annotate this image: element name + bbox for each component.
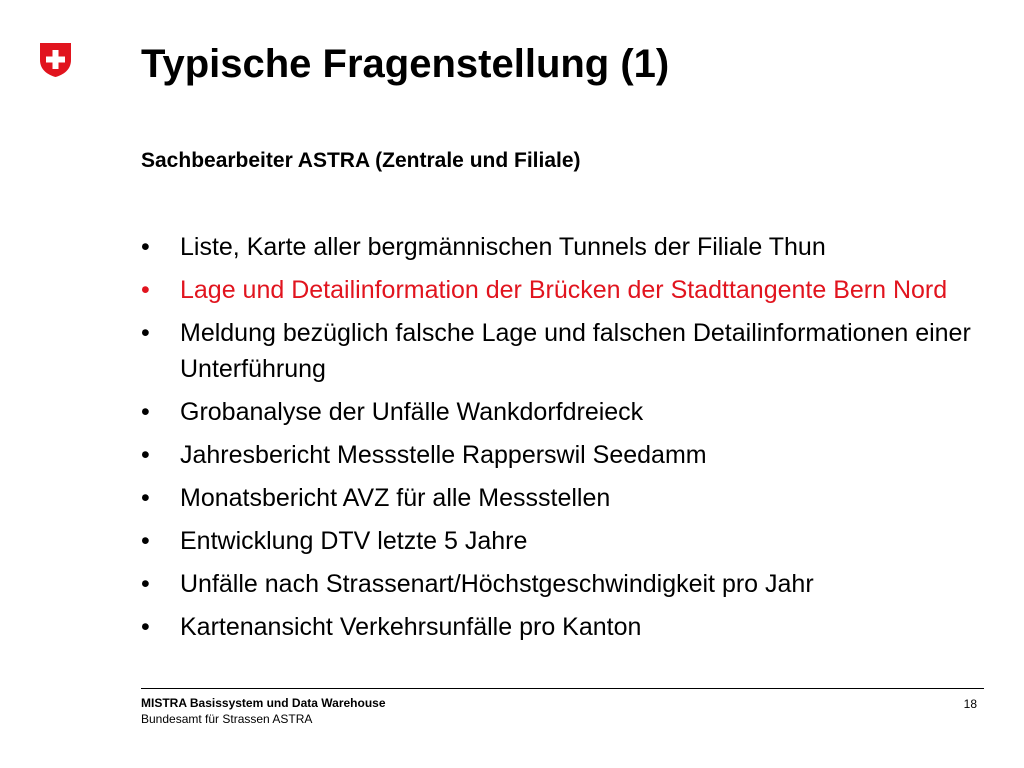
bullet-icon: • (141, 319, 150, 347)
list-item-text: Unfälle nach Strassenart/Höchstgeschwindigkeit pro Jahr (180, 570, 814, 598)
list-item (141, 315, 981, 387)
list-item-text: Lage und Detailinformation der Brücken der Stadttangente Bern Nord (180, 276, 948, 304)
list-item (141, 272, 981, 308)
list-item-text: Kartenansicht Verkehrsunfälle pro Kanton (180, 613, 642, 641)
page-number: 18 (963, 697, 977, 711)
list-item-text: Liste, Karte aller bergmännischen Tunnels der Filiale Thun (180, 233, 826, 261)
list-item (141, 566, 981, 602)
bullet-icon: • (141, 484, 150, 512)
bullet-list (141, 229, 981, 652)
footer-divider (141, 688, 984, 689)
list-item-text: Entwicklung DTV letzte 5 Jahre (180, 527, 528, 555)
bullet-icon: • (141, 570, 150, 598)
bullet-icon: • (141, 398, 150, 426)
list-item-text: Grobanalyse der Unfälle Wankdorfdreieck (180, 398, 644, 426)
slide-title: Typische Fragenstellung (1) (141, 42, 670, 86)
list-item (141, 229, 981, 265)
swiss-cross-shield-icon (40, 43, 71, 77)
list-item (141, 609, 981, 645)
list-item-text: Monatsbericht AVZ für alle Messstellen (180, 484, 611, 512)
list-item (141, 437, 981, 473)
bullet-icon: • (141, 613, 150, 641)
list-item-text: Jahresbericht Messstelle Rapperswil Seedamm (180, 441, 707, 469)
list-item (141, 523, 981, 559)
bullet-icon: • (141, 527, 150, 555)
list-item (141, 480, 981, 516)
bullet-icon: • (141, 276, 150, 304)
slide-subtitle: Sachbearbeiter ASTRA (Zentrale und Filiale) (141, 149, 581, 172)
bullet-icon: • (141, 441, 150, 469)
footer-title: MISTRA Basissystem und Data Warehouse (141, 696, 386, 710)
bullet-icon: • (141, 233, 150, 261)
list-item (141, 394, 981, 430)
list-item-text: Meldung bezüglich falsche Lage und falschen Detailinformationen einer Unterführung (180, 319, 971, 383)
footer-subtitle: Bundesamt für Strassen ASTRA (141, 712, 313, 726)
